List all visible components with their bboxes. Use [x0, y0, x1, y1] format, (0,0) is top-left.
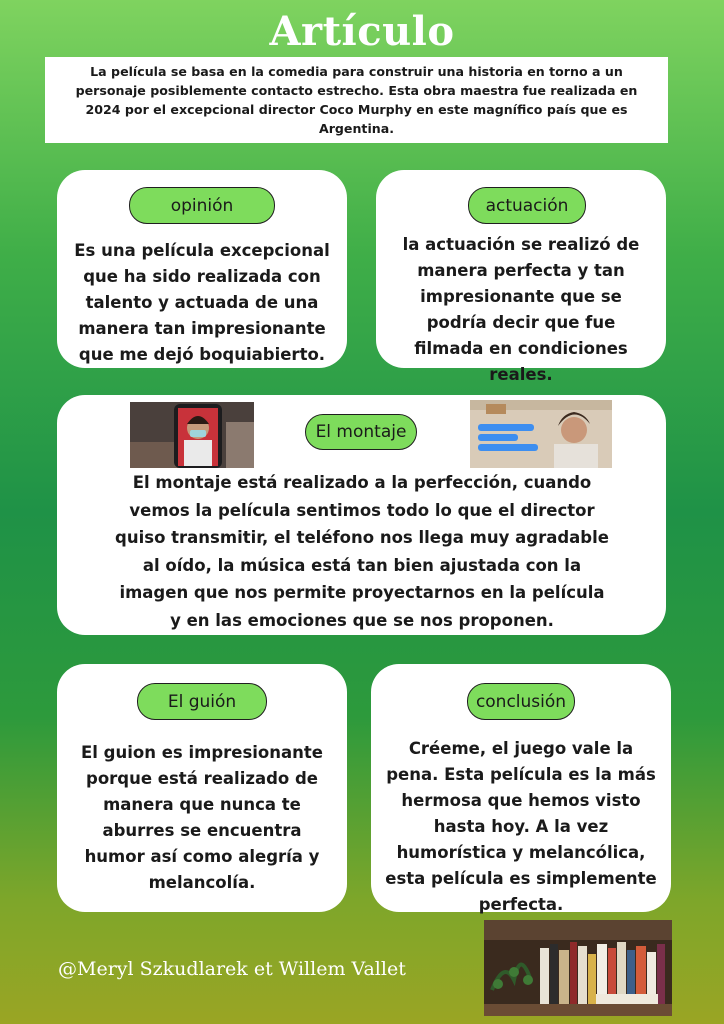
chat-photo-image — [470, 400, 612, 468]
opinion-label: opinión — [129, 187, 275, 224]
guion-text: El guion es impresionante porque está realizado de manera que nunca te aburres se encuentra humor así como alegría y melancolía. — [81, 743, 323, 892]
opinion-text: Es una película excepcional que ha sido realizada con talento y actuada de una manera tan impresionante que me dejó boquiabierto. — [74, 241, 330, 364]
page-title: Artículo — [269, 8, 455, 55]
montaje-text: El montaje está realizado a la perfección, cuando vemos la película sentimos todo lo que el director quiso transmitir, el teléfono nos llega muy agradable al oído, la música está tan bien ajustada con la imagen que nos permite proyectarnos en la película y en las emociones que se nos proponen. — [115, 473, 609, 630]
phone-photo-image — [130, 402, 254, 468]
actuacion-text: la actuación se realizó de manera perfecta y tan impresionante que se podría decir que fue filmada en condiciones reales. — [402, 235, 640, 384]
conclusion-text: Créeme, el juego vale la pena. Esta película es la más hermosa que hemos visto hasta hoy. A la vez humorística y melancólica, esta película es simplemente perfecta. — [385, 739, 657, 914]
conclusion-label: conclusión — [467, 683, 575, 720]
actuacion-card — [376, 170, 666, 384]
phone-photo — [130, 402, 254, 468]
montaje-label: El montaje — [305, 414, 417, 450]
guion-card — [57, 664, 347, 912]
guion-label: El guión — [137, 683, 267, 720]
books-photo-image — [484, 920, 672, 1016]
intro-box — [45, 57, 668, 143]
opinion-card — [57, 170, 347, 368]
footer-credits: @Meryl Szkudlarek et Willem Vallet — [58, 958, 406, 980]
intro-text: La película se basa en la comedia para construir una historia en torno a un personaje posiblemente contacto estrecho. Esta obra maestra fue realizada en 2024 por el excepcional director Coco Murphy en este magnífico país que es Argentina. — [75, 64, 638, 136]
actuacion-label: actuación — [468, 187, 586, 224]
conclusion-card — [371, 664, 671, 912]
chat-photo — [470, 400, 612, 468]
books-photo — [484, 920, 672, 1016]
